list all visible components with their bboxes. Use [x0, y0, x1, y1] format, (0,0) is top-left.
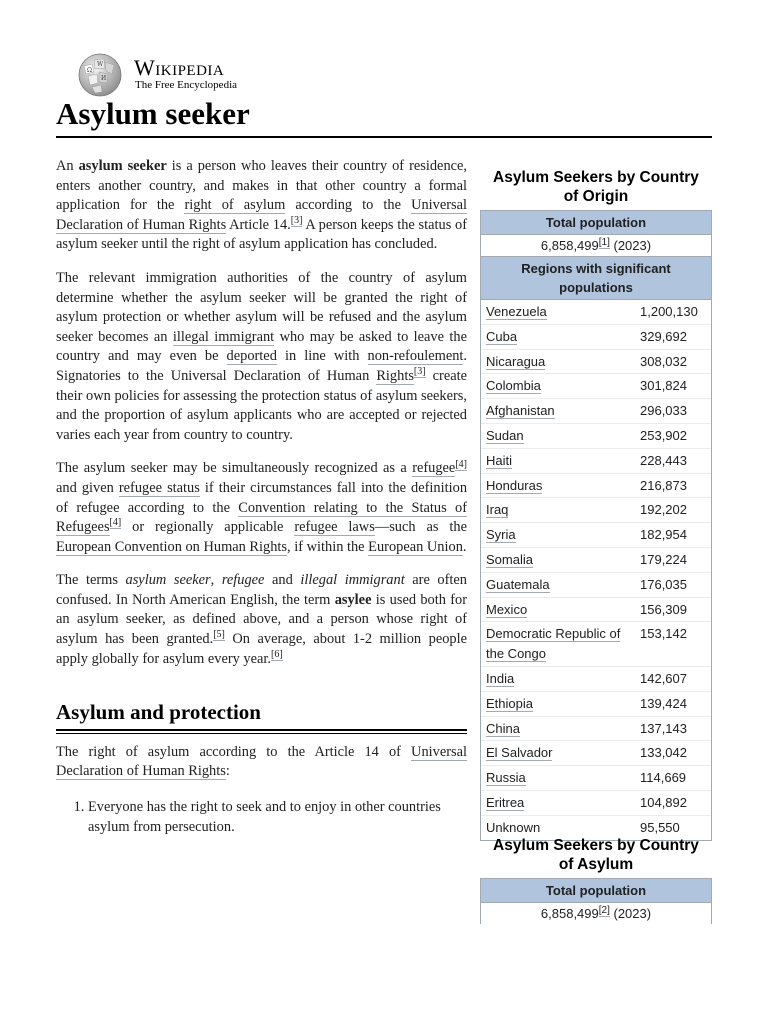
text: On average, about 1-2 million people apply globally for asylum every year. [56, 631, 467, 667]
infobox-total-value [481, 903, 711, 924]
link-right-of-asylum[interactable]: right of asylum [184, 197, 286, 214]
article-list [56, 798, 467, 837]
text: An [56, 158, 79, 174]
country-link[interactable]: Democratic Republic of the Congo [486, 626, 621, 662]
country-link[interactable]: Colombia [486, 378, 541, 394]
country-link[interactable]: Russia [486, 770, 526, 786]
table-row [481, 766, 711, 791]
citation-3[interactable]: [3] [413, 366, 426, 378]
population-value: 253,902 [640, 427, 687, 443]
link-refugee-status[interactable]: refugee status [118, 479, 200, 496]
link-refugee[interactable]: refugee [412, 460, 456, 477]
country-link[interactable]: Sudan [486, 427, 524, 443]
population-value: 95,550 [640, 819, 680, 835]
paragraph-1 [56, 157, 467, 255]
infobox-caption: Asylum Seekers by Country of Asylum [493, 837, 699, 873]
infobox-rows [481, 300, 711, 840]
section-heading-asylum-and-protection: Asylum and protection [56, 703, 467, 731]
table-row [481, 667, 711, 692]
infobox-total-value [481, 235, 711, 257]
text: —such as the [374, 519, 467, 536]
population-value: 1,200,130 [640, 304, 698, 319]
infobox-table [480, 878, 712, 924]
total-number: 6,858,499 [540, 906, 599, 921]
population-value: 308,032 [640, 353, 687, 369]
country-link[interactable]: Eritrea [486, 794, 525, 810]
country-link[interactable]: Iraq [486, 502, 509, 518]
table-row [481, 325, 711, 350]
table-row [481, 350, 711, 375]
country-link[interactable]: Mexico [486, 601, 528, 617]
table-row [481, 622, 711, 667]
bold-term: asylum seeker [78, 158, 167, 174]
italic-term: refugee [221, 572, 265, 589]
population-value: 228,443 [640, 452, 687, 468]
table-row [481, 573, 711, 598]
article-body [56, 157, 467, 837]
list-item: 1. Everyone has the right to seek and to enjoy in other countries asylum from persecution. [88, 798, 467, 837]
link-european-union[interactable]: European Union [368, 538, 463, 555]
text: if their circumstances fall into the definition of refugee according to the [56, 479, 468, 516]
text: create their own policies for assessing the protection status of asylum seekers, and the proportion of asylum applicants who are accepted or rejected varies each year from country to country. [56, 367, 467, 443]
logo-wordmark: Wikipedia [134, 55, 225, 80]
bold-term: asylee [334, 591, 372, 608]
paragraph-4 [56, 571, 467, 669]
population-value: 179,224 [640, 551, 687, 567]
table-row [481, 717, 711, 742]
population-value: 176,035 [640, 576, 687, 592]
country-link[interactable]: Syria [486, 527, 516, 543]
paragraph-3 [56, 459, 467, 557]
population-value: 153,142 [640, 626, 687, 642]
infobox-country-of-origin [480, 160, 712, 841]
text: and given [56, 479, 119, 496]
text: are often confused. In North American English, the term [56, 572, 467, 608]
table-row [481, 424, 711, 449]
text: is used both for an asylum seeker, as defined above, and a person whose right of asylum has been granted. [56, 591, 467, 648]
population-value: 329,692 [640, 328, 687, 344]
table-row [481, 741, 711, 766]
text: . [462, 538, 467, 555]
paragraph-2 [56, 269, 467, 445]
text: , if within the [287, 538, 369, 555]
country-link[interactable]: Nicaragua [486, 353, 546, 369]
table-row [481, 791, 711, 816]
table-row [481, 523, 711, 548]
link-refugee-convention[interactable]: Convention relating to the Status of Refugees [56, 499, 467, 536]
population-value: 301,824 [640, 378, 687, 394]
citation-1[interactable]: [1] [598, 236, 610, 248]
population-value: 192,202 [640, 502, 687, 518]
table-row [481, 449, 711, 474]
text: The right of asylum according to the Article 14 of [56, 743, 412, 760]
citation-4[interactable]: [4] [455, 458, 467, 470]
table-row [481, 692, 711, 717]
italic-term: asylum seeker [125, 572, 211, 589]
population-value: 216,873 [640, 477, 687, 493]
country-link[interactable]: Haiti [486, 452, 513, 468]
svg-text:Ω: Ω [87, 67, 92, 74]
text: , [210, 572, 222, 589]
population-value: 139,424 [640, 695, 687, 711]
total-year: (2023) [613, 238, 652, 253]
link-udhr[interactable]: Universal Declaration of Human Rights [56, 743, 467, 780]
link-refugee-laws[interactable]: refugee laws [294, 519, 375, 536]
table-row [481, 548, 711, 573]
infobox-header-regions: Regions with significant populations [481, 257, 711, 300]
text: The terms [56, 572, 126, 589]
link-illegal-immigrant[interactable]: illegal immigrant [172, 328, 275, 345]
infobox-caption: Asylum Seekers by Country of Origin [493, 169, 699, 205]
citation-4[interactable]: [4] [109, 517, 122, 529]
link-non-refoulement[interactable]: non-refoulement [367, 348, 464, 365]
population-value: 182,954 [640, 527, 687, 543]
country-link[interactable]: Guatemala [486, 576, 550, 592]
population-value: 104,892 [640, 794, 687, 810]
country-link[interactable]: Venezuela [486, 304, 547, 319]
link-udhr[interactable]: Universal Declaration of Human Rights [56, 197, 468, 233]
population-value: 133,042 [640, 745, 687, 761]
text: . Signatories to the Universal Declaration of Human [56, 348, 468, 384]
population-value: 114,669 [640, 770, 687, 786]
link-rights[interactable]: Rights [376, 367, 414, 384]
link-echr[interactable]: European Convention on Human Rights [56, 538, 288, 555]
citation-6[interactable]: [6] [271, 648, 283, 660]
paragraph-5 [56, 743, 467, 782]
country-link[interactable]: India [486, 670, 515, 686]
country-link[interactable]: Afghanistan [486, 403, 555, 419]
country-link[interactable]: Cuba [486, 328, 518, 344]
table-row [481, 474, 711, 499]
wikipedia-globe-icon [74, 52, 126, 98]
page-title: Asylum seeker [56, 96, 712, 138]
table-row [481, 598, 711, 623]
text: who may be asked to leave the country and may even be [56, 328, 467, 365]
text: A person keeps the status of asylum seeker until the right of asylum application has concluded. [56, 216, 468, 253]
total-number: 6,858,499 [540, 238, 599, 253]
table-row [481, 300, 711, 325]
svg-text:И: И [101, 75, 107, 82]
table-row [481, 374, 711, 399]
text: The relevant immigration authorities of the country of asylum determine whether the asylum seeker will be granted the right of asylum protection or whether asylum will be refused and the asylum seeker becomes an [56, 269, 467, 345]
table-row [481, 399, 711, 424]
population-value: 137,143 [640, 720, 687, 736]
text: : [225, 763, 230, 780]
logo-tagline: The Free Encyclopedia [135, 79, 238, 91]
country-link[interactable]: Ethiopia [486, 695, 533, 711]
infobox-header-total: Total population [481, 211, 711, 235]
country-link[interactable]: Somalia [486, 551, 533, 567]
infobox-table [480, 210, 712, 841]
table-row [481, 498, 711, 523]
text: Article 14. [226, 216, 291, 233]
country-link[interactable]: China [486, 720, 520, 736]
country-link[interactable]: El Salvador [486, 745, 553, 761]
citation-3[interactable]: [3] [290, 214, 303, 226]
population-value: 296,033 [640, 403, 687, 419]
text: according to the [285, 197, 412, 214]
citation-5[interactable]: [5] [213, 629, 225, 641]
wikipedia-logo[interactable] [74, 52, 274, 96]
country-link: Unknown [486, 819, 541, 835]
text: or regionally applicable [121, 519, 295, 536]
citation-2[interactable]: [2] [598, 904, 610, 916]
country-link[interactable]: Honduras [486, 477, 543, 493]
svg-text:W: W [97, 61, 104, 68]
population-value: 142,607 [640, 670, 687, 686]
italic-term: illegal immigrant [300, 572, 405, 589]
infobox-header-total: Total population [481, 879, 711, 903]
text: and [264, 572, 301, 589]
text: The asylum seeker may be simultaneously recognized as a [56, 460, 413, 477]
population-value: 156,309 [640, 601, 687, 617]
link-deported[interactable]: deported [226, 348, 277, 365]
text: is a person who leaves their country of residence, enters another country, and makes in that other country a formal application for the [56, 158, 468, 214]
text: in line with [276, 348, 368, 365]
total-year: (2023) [613, 906, 652, 921]
infobox-country-of-asylum [480, 828, 712, 924]
